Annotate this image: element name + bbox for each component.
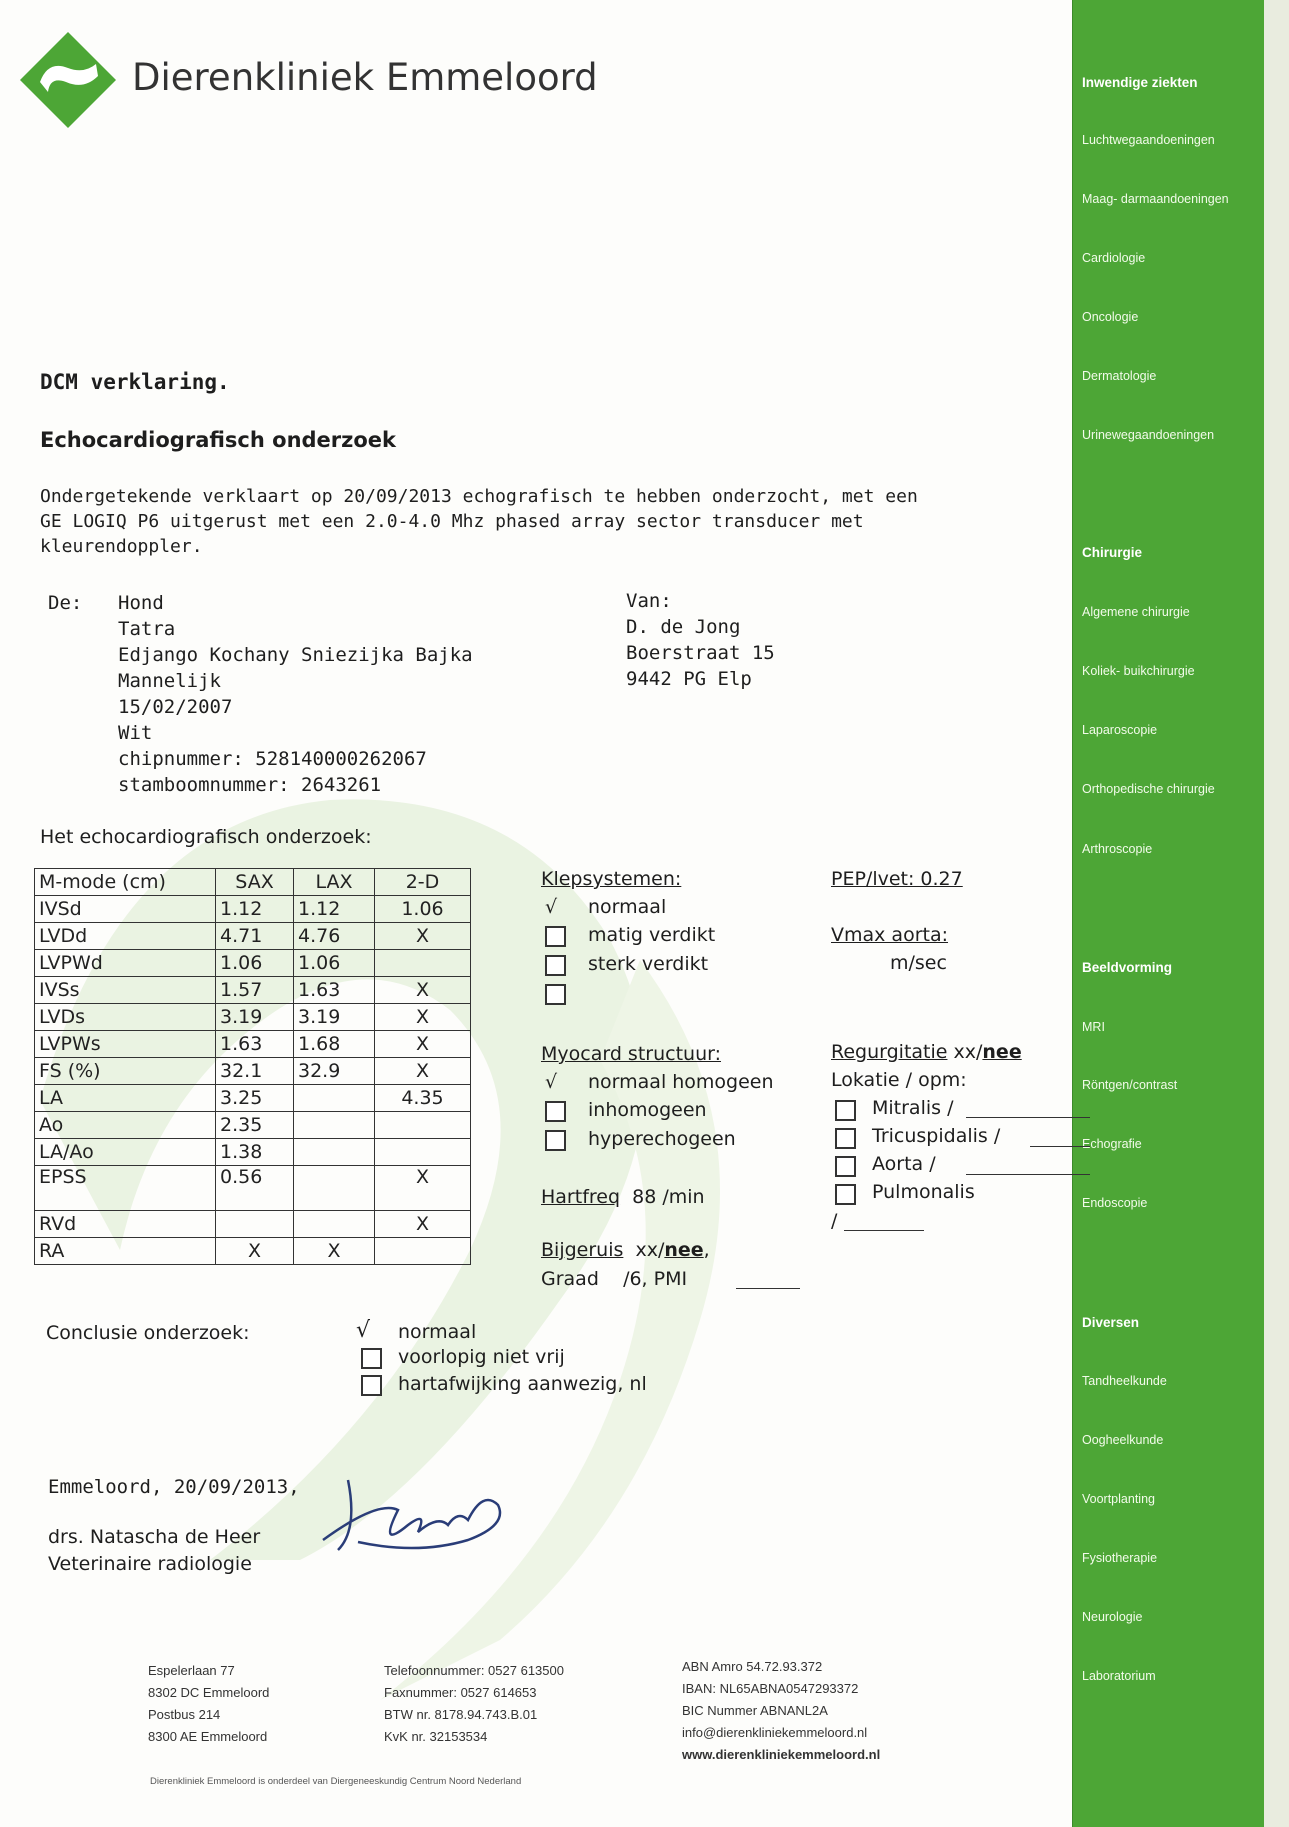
- mmode-cell: IVSd: [35, 896, 216, 923]
- myocard-normaal: normaal homogeen: [588, 1071, 774, 1093]
- owner-city: 9442 PG Elp: [626, 668, 752, 690]
- mmode-cell: X: [294, 1238, 375, 1265]
- klep-other-checkbox[interactable]: [545, 984, 566, 1007]
- mmode-cell: 1.63: [216, 1031, 294, 1058]
- mmode-cell: IVSs: [35, 977, 216, 1004]
- mmode-cell: X: [375, 1166, 471, 1211]
- myocard-heading: Myocard structuur:: [541, 1043, 721, 1065]
- patient-pedigree-name: Edjango Kochany Sniezijka Bajka: [118, 644, 473, 666]
- mmode-cell: X: [375, 1211, 471, 1238]
- sidebar-item: Neurologie: [1082, 1610, 1143, 1624]
- footer-address-line: Postbus 214: [148, 1707, 221, 1722]
- hartfreq-value: 88 /min: [632, 1186, 705, 1208]
- mmode-cell: 0.56: [216, 1166, 294, 1211]
- mmode-row: [35, 1238, 471, 1265]
- tricuspidalis-line: [1030, 1146, 1090, 1147]
- footer-address-line: 8300 AE Emmeloord: [148, 1729, 268, 1744]
- sidebar-item: Fysiotherapie: [1082, 1551, 1158, 1565]
- mmode-cell: 1.38: [216, 1139, 294, 1166]
- klep-sterk: sterk verdikt: [588, 953, 709, 975]
- vmax-unit: m/sec: [890, 952, 947, 974]
- mmode-cell: 1.57: [216, 977, 294, 1004]
- mmode-row: [35, 1112, 471, 1139]
- mmode-cell: [294, 1112, 375, 1139]
- conclusie-afwijking-checkbox[interactable]: [361, 1375, 382, 1398]
- page-subtitle: Echocardiografisch onderzoek: [40, 428, 397, 452]
- regurgitatie-line: [831, 1041, 1022, 1063]
- mmode-cell: 3.19: [294, 1004, 375, 1031]
- mitralis-line: [966, 1117, 1090, 1118]
- mmode-row: [35, 1031, 471, 1058]
- mmode-cell: RA: [35, 1238, 216, 1265]
- conclusie-label: Conclusie onderzoek:: [46, 1322, 250, 1344]
- mmode-row: [35, 1139, 471, 1166]
- mmode-cell: 1.12: [216, 896, 294, 923]
- signature-name: drs. Natascha de Heer: [48, 1526, 261, 1548]
- patient-pedigree-number: stamboomnummer: 2643261: [118, 774, 382, 796]
- mmode-cell: 3.25: [216, 1085, 294, 1112]
- regurgitatie-selected: nee: [982, 1041, 1022, 1063]
- signature-role: Veterinaire radiologie: [48, 1553, 252, 1575]
- sidebar-item: Orthopedische chirurgie: [1082, 782, 1215, 796]
- mmode-row: [35, 1166, 471, 1211]
- sidebar-item: Chirurgie: [1082, 545, 1143, 560]
- bijgeruis-selected: nee: [664, 1239, 704, 1261]
- mmode-cell: 1.68: [294, 1031, 375, 1058]
- mmode-row: [35, 1058, 471, 1085]
- mmode-cell: X: [375, 977, 471, 1004]
- mmode-cell: FS (%): [35, 1058, 216, 1085]
- mmode-cell: X: [216, 1238, 294, 1265]
- aorta-checkbox[interactable]: [835, 1156, 856, 1179]
- sidebar-item: Laboratorium: [1082, 1669, 1156, 1683]
- lokatie-label: Lokatie / opm:: [831, 1069, 967, 1091]
- sidebar-item: Cardiologie: [1082, 251, 1146, 265]
- footer-contact-line: BTW nr. 8178.94.743.B.01: [384, 1707, 538, 1722]
- mmode-cell: 2.35: [216, 1112, 294, 1139]
- sidebar-item: MRI: [1082, 1020, 1105, 1034]
- vmax-aorta-label: Vmax aorta:: [831, 924, 949, 946]
- footer-bank-line: BIC Nummer ABNANL2A: [682, 1703, 828, 1718]
- bijgeruis-line: [541, 1239, 710, 1261]
- conclusie-afwijking: hartafwijking aanwezig, nl: [398, 1373, 647, 1395]
- owner-name: D. de Jong: [626, 616, 741, 638]
- aorta-line: [966, 1174, 1090, 1175]
- sidebar-item: Algemene chirurgie: [1082, 605, 1190, 619]
- mmode-cell: [294, 1139, 375, 1166]
- myocard-inhomogeen: inhomogeen: [588, 1099, 707, 1121]
- regurgitatie-trailing: /: [831, 1210, 838, 1232]
- klep-check: √: [545, 896, 558, 918]
- mmode-cell: [294, 1211, 375, 1238]
- mmode-cell: 3.19: [216, 1004, 294, 1031]
- pulmonalis-label: Pulmonalis: [872, 1181, 975, 1203]
- regurgitatie-options: xx/: [953, 1041, 983, 1063]
- mmode-cell: 1.12: [294, 896, 375, 923]
- myocard-hyperechogeen: hyperechogeen: [588, 1128, 736, 1150]
- sidebar-item: Beeldvorming: [1082, 960, 1173, 975]
- mmode-header-cell: LAX: [294, 869, 375, 896]
- patient-label: De:: [48, 592, 83, 614]
- patient-species: Hond: [118, 592, 164, 614]
- patient-name: Tatra: [118, 618, 176, 640]
- bijgeruis-label: Bijgeruis: [541, 1239, 624, 1261]
- klep-matig-checkbox[interactable]: [545, 926, 566, 949]
- footer-address: [148, 1660, 269, 1748]
- mmode-cell: Ao: [35, 1112, 216, 1139]
- mmode-cell: [216, 1211, 294, 1238]
- mmode-cell: [375, 1112, 471, 1139]
- mmode-cell: X: [375, 1004, 471, 1031]
- footer-bank-line: ABN Amro 54.72.93.372: [682, 1659, 823, 1674]
- page-title: DCM verklaring.: [40, 370, 230, 394]
- bijgeruis-comma: ,: [703, 1239, 710, 1261]
- sidebar-item: Diversen: [1082, 1315, 1140, 1330]
- mmode-row: [35, 950, 471, 977]
- footer-tagline: Dierenkliniek Emmeloord is onderdeel van Diergeneeskundig Centrum Noord Nederland: [150, 1776, 522, 1787]
- conclusie-voorlopig-checkbox[interactable]: [361, 1348, 382, 1371]
- mmode-cell: LA/Ao: [35, 1139, 216, 1166]
- mmode-cell: LVPWd: [35, 950, 216, 977]
- mitralis-label: Mitralis /: [872, 1097, 954, 1119]
- sidebar-item: Voortplanting: [1082, 1492, 1155, 1506]
- mmode-cell: LA: [35, 1085, 216, 1112]
- pmi-line: [736, 1288, 800, 1289]
- mmode-table: [34, 868, 471, 1265]
- bijgeruis-options: xx/: [635, 1239, 665, 1261]
- mmode-row: [35, 896, 471, 923]
- sidebar-item: Luchtwegaandoeningen: [1082, 133, 1215, 147]
- hartfreq-label: Hartfreq: [541, 1186, 621, 1208]
- mmode-cell: [375, 1139, 471, 1166]
- sidebar-item: Röntgen/contrast: [1082, 1078, 1178, 1092]
- mmode-header-row: [35, 869, 471, 896]
- sidebar-item: Oogheelkunde: [1082, 1433, 1164, 1447]
- sidebar-item: Dermatologie: [1082, 369, 1157, 383]
- mmode-header-cell: M-mode (cm): [35, 869, 216, 896]
- footer-address-line: 8302 DC Emmeloord: [148, 1685, 270, 1700]
- sidebar-item: Echografie: [1082, 1137, 1142, 1151]
- mmode-cell: 1.06: [216, 950, 294, 977]
- mmode-cell: LVPWs: [35, 1031, 216, 1058]
- klepsystemen-heading: Klepsystemen:: [541, 868, 682, 890]
- myocard-hyper-checkbox[interactable]: [545, 1130, 566, 1153]
- handwritten-signature: [318, 1470, 528, 1570]
- signature-place-date: Emmeloord, 20/09/2013,: [48, 1476, 300, 1498]
- klep-sterk-checkbox[interactable]: [545, 955, 566, 978]
- intro-line-2: GE LOGIQ P6 uitgerust met een 2.0-4.0 Mhz phased array sector transducer met: [40, 511, 864, 532]
- mmode-row: [35, 1085, 471, 1112]
- patient-chip: chipnummer: 528140000262067: [118, 748, 427, 770]
- conclusie-voorlopig: voorlopig niet vrij: [398, 1346, 565, 1368]
- mmode-cell: 4.76: [294, 923, 375, 950]
- clinic-name: Dierenkliniek Emmeloord: [132, 56, 598, 99]
- patient-color: Wit: [118, 722, 153, 744]
- pulmonalis-checkbox[interactable]: [835, 1184, 856, 1207]
- myocard-check: √: [545, 1071, 558, 1093]
- footer-address-line: Espelerlaan 77: [148, 1663, 235, 1678]
- sidebar-item: Koliek- buikchirurgie: [1082, 664, 1195, 678]
- sidebar-item: Endoscopie: [1082, 1196, 1148, 1210]
- sidebar-item: Laparoscopie: [1082, 723, 1158, 737]
- footer-bank: [682, 1656, 880, 1766]
- klep-matig: matig verdikt: [588, 924, 716, 946]
- mmode-cell: X: [375, 923, 471, 950]
- regurgitatie-heading: Regurgitatie: [831, 1041, 948, 1063]
- mmode-cell: 32.1: [216, 1058, 294, 1085]
- footer-contact-line: KvK nr. 32153534: [384, 1729, 488, 1744]
- footer-contact-line: Faxnummer: 0527 614653: [384, 1685, 537, 1700]
- graad-line: [541, 1268, 687, 1290]
- hartfreq-line: [541, 1186, 705, 1208]
- mmode-cell: EPSS: [35, 1166, 216, 1211]
- mmode-cell: 4.71: [216, 923, 294, 950]
- mmode-cell: X: [375, 1031, 471, 1058]
- mmode-header-cell: SAX: [216, 869, 294, 896]
- sidebar-item: Maag- darmaandoeningen: [1082, 192, 1229, 206]
- mmode-cell: X: [375, 1058, 471, 1085]
- mmode-cell: 1.63: [294, 977, 375, 1004]
- myocard-inhomogeen-checkbox[interactable]: [545, 1101, 566, 1124]
- intro-line-1: Ondergetekende verklaart op 20/09/2013 echografisch te hebben onderzocht, met een: [40, 486, 918, 507]
- footer-website[interactable]: www.dierenkliniekemmeloord.nl: [682, 1747, 881, 1762]
- graad-value: /6, PMI: [623, 1268, 688, 1290]
- sidebar-item: Arthroscopie: [1082, 842, 1153, 856]
- mmode-cell: LVDs: [35, 1004, 216, 1031]
- mmode-cell: 4.35: [375, 1085, 471, 1112]
- sidebar-item: Tandheelkunde: [1082, 1374, 1167, 1388]
- trailing-line: [844, 1230, 924, 1231]
- mmode-cell: [375, 1238, 471, 1265]
- mmode-row: [35, 977, 471, 1004]
- exam-heading: Het echocardiografisch onderzoek:: [40, 826, 372, 848]
- klep-normaal: normaal: [588, 896, 667, 918]
- aorta-label: Aorta /: [872, 1153, 936, 1175]
- mmode-row: [35, 1211, 471, 1238]
- page-edge: [1264, 0, 1289, 1827]
- mmode-cell: [294, 1085, 375, 1112]
- mmode-cell: [375, 950, 471, 977]
- sidebar-item: Oncologie: [1082, 310, 1139, 324]
- owner-street: Boerstraat 15: [626, 642, 775, 664]
- clinic-logo: [18, 30, 118, 130]
- intro-line-3: kleurendoppler.: [40, 536, 203, 557]
- mmode-cell: 1.06: [375, 896, 471, 923]
- owner-label: Van:: [626, 590, 672, 612]
- patient-birthdate: 15/02/2007: [118, 696, 233, 718]
- conclusie-normaal: normaal: [398, 1321, 477, 1343]
- mmode-cell: 32.9: [294, 1058, 375, 1085]
- mmode-cell: LVDd: [35, 923, 216, 950]
- footer-email[interactable]: info@dierenkliniekemmeloord.nl: [682, 1725, 868, 1740]
- tricuspidalis-checkbox[interactable]: [835, 1128, 856, 1151]
- mitralis-checkbox[interactable]: [835, 1100, 856, 1123]
- footer-contact: [384, 1660, 564, 1748]
- conclusie-check: √: [356, 1318, 371, 1343]
- tricuspidalis-label: Tricuspidalis /: [872, 1125, 1001, 1147]
- mmode-row: [35, 1004, 471, 1031]
- mmode-cell: [294, 1166, 375, 1211]
- mmode-cell: RVd: [35, 1211, 216, 1238]
- mmode-cell: 1.06: [294, 950, 375, 977]
- footer-contact-line: Telefoonnummer: 0527 613500: [384, 1663, 564, 1678]
- sidebar-item: Inwendige ziekten: [1082, 75, 1198, 90]
- graad-label: Graad: [541, 1268, 599, 1290]
- mmode-row: [35, 923, 471, 950]
- pep-lvet: PEP/lvet: 0.27: [831, 868, 963, 890]
- footer-bank-line: IBAN: NL65ABNA0547293372: [682, 1681, 859, 1696]
- sidebar-item: Urinewegaandoeningen: [1082, 428, 1215, 442]
- mmode-header-cell: 2-D: [375, 869, 471, 896]
- patient-sex: Mannelijk: [118, 670, 221, 692]
